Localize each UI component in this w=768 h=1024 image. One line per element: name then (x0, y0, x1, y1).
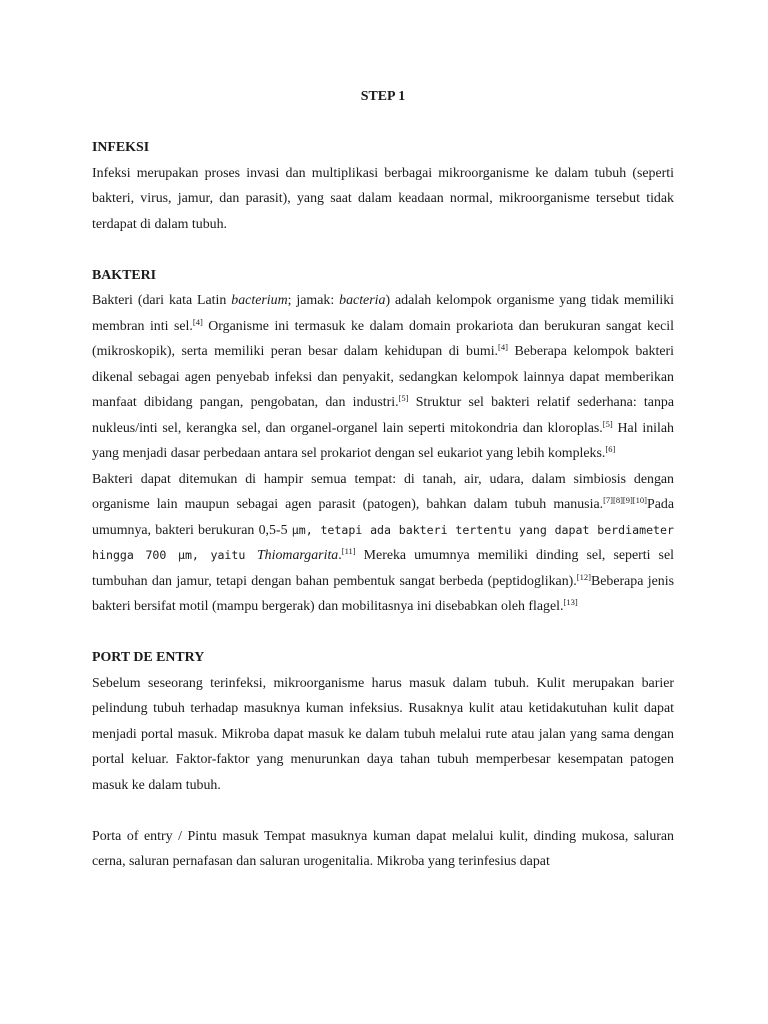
citation: [5] (602, 418, 613, 429)
section-spacer (92, 798, 674, 824)
heading-bakteri: BAKTERI (92, 267, 157, 283)
paragraph-infeksi: Infeksi merupakan proses invasi dan multiplikasi berbagai mikroorganisme ke dalam tubuh (seperti bakteri, virus, jamur, dan parasit), yang saat dalam keadaan normal, mikroorganisme tersebut tidak terdapat di dalam tubuh. (92, 165, 674, 232)
citation: [12] (576, 571, 591, 582)
heading-port-de-entry: PORT DE ENTRY (92, 650, 205, 665)
paragraph-port-1: Sebelum seseorang terinfeksi, mikroorganisme harus masuk dalam tubuh. Kulit merupakan barier pelindung tubuh terhadap masuknya kuman infeksius. Rusaknya kulit atau ketidakutuhan kulit dapat menjadi portal masuk. Mikroba dapat masuk ke dalam tubuh melalui rute atau jalan yang sama dengan portal keluar. Faktor-faktor yang menurunkan daya tahan tubuh memperbesar kesempatan patogen masuk ke dalam tubuh. (92, 675, 674, 793)
paragraph-port-2: Porta of entry / Pintu masuk Tempat masuknya kuman dapat melalui kulit, dinding mukosa, saluran cerna, saluran pernafasan dan saluran urogenitalia. Mikroba yang terinfesius dapat (92, 828, 674, 869)
heading-infeksi: INFEKSI (92, 140, 150, 155)
page-title: STEP 1 (360, 89, 406, 104)
citation: [5] (398, 393, 409, 403)
section-spacer (92, 620, 674, 646)
citation: [13] (563, 597, 578, 607)
paragraph-bakteri-1: Bakteri (dari kata Latin bacterium; jamak: bacteria) adalah kelompok organisme yang tidak memiliki membran inti sel.[4] Organisme ini termasuk ke dalam domain prokariota dan berukuran sangat kecil (mikroskopik), serta memiliki peran besar dalam kehidupan di bumi.[4] Beberapa kelompok bakteri dikenal sebagai agen penyebab infeksi dan penyakit, sedangkan kelompok lainnya dapat memberikan manfaat dibidang pangan, pengobatan, dan industri.[5] Struktur sel bakteri relatif sederhana: tanpa nukleus/inti sel, kerangka sel, dan organel-organel lain seperti mitokondria dan kloroplas.[5] Hal inilah yang menjadi dasar perbedaan antara sel prokariot dengan sel eukariot yang lebih kompleks.[6] (92, 293, 675, 461)
citation: [6] (605, 444, 616, 454)
citation: [4] (498, 342, 508, 352)
paragraph-bakteri-2: Bakteri dapat ditemukan di hampir semua tempat: di tanah, air, udara, dalam simbiosis dengan organisme lain maupun sebagai agen parasit (patogen), bahkan dalam tubuh manusia.[7][8][9][10]Pada umumnya, bakteri berukuran 0,5-5 μm, tetapi ada bakteri tertentu yang dapat berdiameter hingga 700 μm, yaitu Thiomargarita.[11] Mereka umumnya memiliki dinding sel, seperti sel tumbuhan dan jamur, tetapi dengan bahan pembentuk sangat berbeda (peptidoglikan).[12]Beberapa jenis bakteri bersifat motil (mampu bergerak) dan mobilitasnya ini disebabkan oleh flagel.[13] (92, 471, 674, 614)
document-page (92, 84, 674, 875)
citation: [11] (341, 546, 356, 556)
citation: [4] (192, 316, 203, 327)
citation: [7][8][9][10] (603, 495, 647, 505)
section-spacer (92, 237, 674, 263)
